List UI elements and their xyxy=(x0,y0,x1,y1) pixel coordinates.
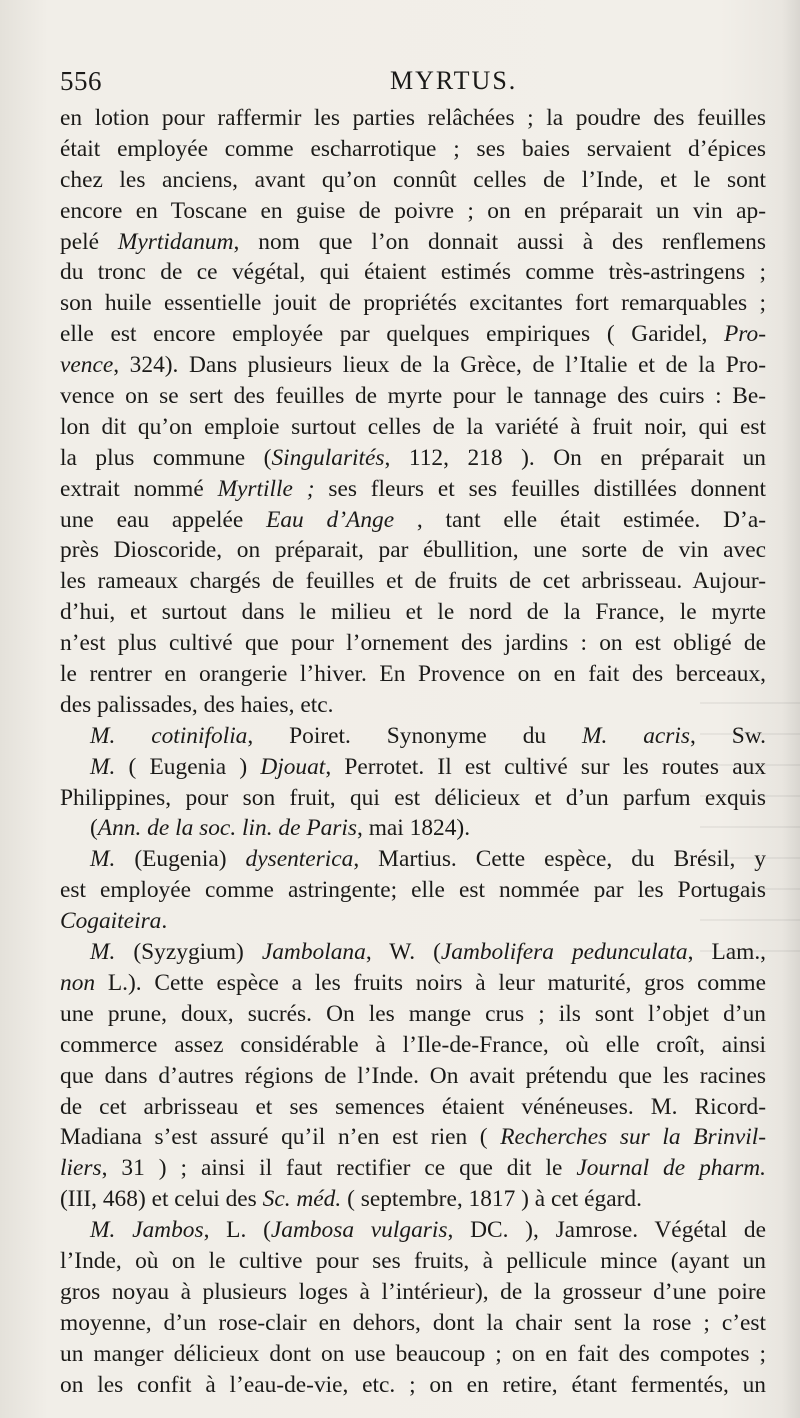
text-run: une prune, doux, sucrés. On les mange crus ; ils sont l’objet d’un xyxy=(60,1000,766,1027)
text-run: le rentrer en orangerie l’hiver. En Provence on en fait des berceaux, xyxy=(60,661,766,688)
text-line xyxy=(60,783,766,814)
text-run: , Perrotet. Il est cultivé sur les routes aux xyxy=(325,753,767,780)
text-run: Madiana s’est assuré qu’il n’en est rien ( xyxy=(60,1124,501,1151)
text-line xyxy=(60,1184,766,1215)
italic-run: M. Jambos xyxy=(90,1217,204,1244)
text-run: du tronc de ce végétal, qui étaient estimés comme très-astringens ; xyxy=(60,259,766,286)
italic-run: Journal de pharm. xyxy=(576,1155,767,1182)
body-text xyxy=(60,103,766,1400)
text-line xyxy=(60,813,766,844)
text-line xyxy=(60,196,766,227)
text-line xyxy=(60,1030,766,1061)
text-run: ses fleurs et ses feuilles distillées donnent xyxy=(314,475,766,502)
text-line xyxy=(60,103,766,134)
text-line xyxy=(60,381,766,412)
text-line xyxy=(60,566,766,597)
text-run: son huile essentielle jouit de propriétés excitantes fort remarquables ; xyxy=(60,290,766,317)
text-line xyxy=(60,1215,766,1246)
text-line xyxy=(60,350,766,381)
text-run: que dans d’autres régions de l’Inde. On avait prétendu que les racines xyxy=(60,1062,766,1089)
text-line xyxy=(60,412,766,443)
text-line xyxy=(60,1339,766,1370)
running-head: MYRTUS. xyxy=(390,66,518,95)
italic-run: vence xyxy=(60,352,114,379)
text-run: , 31 ) ; ainsi il faut rectifier ce que dit le xyxy=(101,1155,577,1182)
text-line xyxy=(60,1308,766,1339)
text-line xyxy=(60,597,766,628)
italic-run: Myrtille ; xyxy=(217,475,315,502)
text-run: n’est plus cultivé que pour l’ornement des jardins : on est obligé de xyxy=(60,630,766,657)
italic-run: non xyxy=(60,969,96,996)
text-run: Philippines, pour son fruit, qui est délicieux et d’un parfum exquis xyxy=(60,784,766,811)
text-run: moyenne, d’un rose-clair en dehors, dont la chair sent la rose ; c’est xyxy=(60,1309,766,1336)
text-run: , Sw. xyxy=(690,722,766,749)
text-line xyxy=(60,999,766,1030)
italic-run: M. acris xyxy=(582,722,691,749)
text-line xyxy=(60,1061,766,1092)
italic-run: M. xyxy=(90,939,116,966)
text-run: , mai 1824). xyxy=(357,815,471,842)
text-run: , 324). Dans plusieurs lieux de la Grèce, de l’Italie et de la Pro- xyxy=(113,352,766,379)
text-run: , 112, 218 ). On en préparait un xyxy=(384,444,766,471)
italic-run: Pro- xyxy=(723,321,766,348)
text-line xyxy=(60,875,766,906)
italic-run: Singularités xyxy=(271,444,385,471)
text-line xyxy=(60,1092,766,1123)
text-line xyxy=(60,1246,766,1277)
text-run: L.). Cette espèce a les fruits noirs à leur maturité, gros comme xyxy=(95,969,766,996)
text-run: pelé xyxy=(60,228,118,255)
italic-run: M. xyxy=(90,846,116,873)
text-run: d’hui, et surtout dans le milieu et le nord de la France, le myrte xyxy=(60,599,766,626)
text-line xyxy=(60,844,766,875)
text-line xyxy=(60,659,766,690)
text-run: est employée comme astringente; elle est nommée par les Portugais xyxy=(60,877,766,904)
text-run: , Poiret. Synonyme du xyxy=(247,722,582,749)
text-run: près Dioscoride, on préparait, par ébullition, une sorte de vin avec xyxy=(60,537,766,564)
text-run: (III, 468) et celui des xyxy=(60,1186,263,1213)
italic-run: liers xyxy=(60,1155,102,1182)
text-run: lon dit qu’on emploie surtout celles de la variété à fruit noir, qui est xyxy=(60,413,766,440)
text-run: , Martius. Cette espèce, du Brésil, y xyxy=(353,846,766,873)
text-run: , nom que l’on donnait aussi à des renflemens xyxy=(233,228,766,255)
text-line xyxy=(60,227,766,258)
text-run: ( xyxy=(90,815,98,842)
text-run: ( septembre, 1817 ) à cet égard. xyxy=(341,1186,642,1213)
text-run: , DC. ), Jamrose. Végétal de xyxy=(447,1217,766,1244)
text-line xyxy=(60,535,766,566)
text-run: elle est encore employée par quelques empiriques ( Garidel, xyxy=(60,321,724,348)
text-line xyxy=(60,1370,766,1401)
text-line xyxy=(60,288,766,319)
text-run: encore en Toscane en guise de poivre ; on en préparait un vin ap- xyxy=(60,197,766,224)
text-line xyxy=(60,1153,766,1184)
text-run: l’Inde, où on le cultive pour ses fruits, à pellicule mince (ayant un xyxy=(60,1247,766,1274)
text-run: les rameaux chargés de feuilles et de fruits de cet arbrisseau. Aujour- xyxy=(60,568,766,595)
page-edge-shadow xyxy=(782,0,800,1418)
text-run: en lotion pour raffermir les parties relâchées ; la poudre des feuilles xyxy=(60,105,766,131)
italic-run: M. cotinifolia xyxy=(90,722,248,749)
text-line xyxy=(60,443,766,474)
page-number: 556 xyxy=(60,66,102,96)
text-run: était employée comme escharrotique ; ses baies servaient d’épices xyxy=(60,135,766,162)
text-run: extrait nommé xyxy=(60,475,218,502)
text-line xyxy=(60,1122,766,1153)
text-run: on les confit à l’eau-de-vie, etc. ; on en retire, étant fermentés, un xyxy=(60,1371,766,1398)
italic-run: Djouat xyxy=(260,753,326,780)
text-line xyxy=(60,474,766,505)
italic-run: Sc. méd. xyxy=(262,1186,342,1213)
italic-run: Jambolana xyxy=(261,939,366,966)
text-line xyxy=(60,257,766,288)
italic-run: Recherches sur la Brinvil- xyxy=(500,1124,766,1151)
italic-run: Jambosa vulgaris xyxy=(270,1217,448,1244)
italic-run: Eau d’Ange xyxy=(266,506,395,533)
text-run: une eau appelée xyxy=(60,506,267,533)
text-line xyxy=(60,628,766,659)
text-run: , L. ( xyxy=(203,1217,271,1244)
text-line xyxy=(60,690,766,721)
text-run: gros noyau à plusieurs loges à l’intérieur), de la grosseur d’une poire xyxy=(60,1278,766,1305)
italic-run: Cogaiteira xyxy=(60,908,162,935)
italic-run: dysenterica xyxy=(245,846,354,873)
text-run: vence on se sert des feuilles de myrte pour le tannage des cuirs : Be- xyxy=(60,383,766,410)
text-line xyxy=(60,134,766,165)
text-line xyxy=(60,937,766,968)
text-run: (Eugenia) xyxy=(115,846,246,873)
text-line xyxy=(60,319,766,350)
text-run: chez les anciens, avant qu’on connût celles de l’Inde, et le sont xyxy=(60,166,766,193)
text-line xyxy=(60,505,766,536)
italic-run: Myrtidanum xyxy=(117,228,234,255)
text-run: un manger délicieux dont on use beaucoup ; on en fait des compotes ; xyxy=(60,1340,766,1367)
text-run: . xyxy=(161,908,168,935)
text-run: de cet arbrisseau et ses semences étaient vénéneuses. M. Ricord- xyxy=(60,1093,766,1120)
text-run: la plus commune ( xyxy=(60,444,272,471)
italic-run: Jambolifera pedunculata xyxy=(440,939,688,966)
text-run: commerce assez considérable à l’Ile-de-France, où elle croît, ainsi xyxy=(60,1031,766,1058)
text-run: , tant elle était estimée. D’a- xyxy=(394,506,766,533)
italic-run: M. xyxy=(90,753,116,780)
text-line xyxy=(60,752,766,783)
text-run: des palissades, des haies, etc. xyxy=(60,691,334,718)
page-header xyxy=(60,66,760,100)
text-run: (Syzygium) xyxy=(115,939,262,966)
text-run: , Lam., xyxy=(687,939,767,966)
text-line xyxy=(60,1277,766,1308)
text-line xyxy=(60,165,766,196)
text-run: ( Eugenia ) xyxy=(115,753,261,780)
text-line xyxy=(60,721,766,752)
text-run: , W. ( xyxy=(365,939,441,966)
text-line xyxy=(60,906,766,937)
text-line xyxy=(60,968,766,999)
italic-run: Ann. de la soc. lin. de Paris xyxy=(97,815,358,842)
